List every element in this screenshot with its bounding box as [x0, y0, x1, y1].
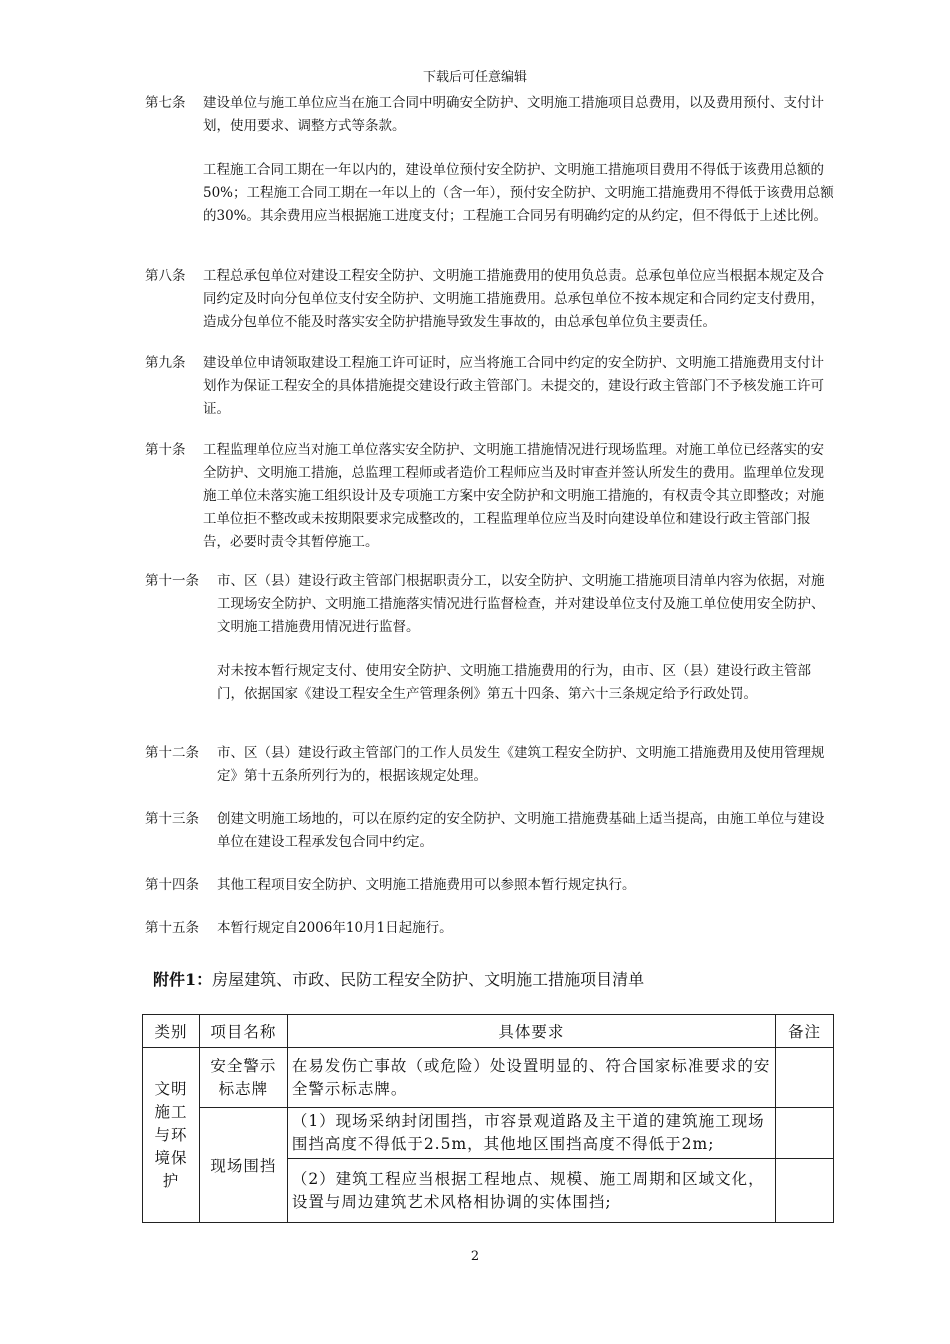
article-15: [145, 917, 835, 940]
article-paragraph: 市、区（县）建设行政主管部门根据职责分工，以安全防护、文明施工措施项目清单内容为依据，对施工现场安全防护、文明施工措施落实情况进行监督检查，并对建设单位支付及施工单位使用安全防护、文明施工措施费用情况进行监督。: [217, 573, 825, 635]
category-cell: 文明施工与环境保护: [143, 1048, 200, 1223]
article-paragraph: 工程总承包单位对建设工程安全防护、文明施工措施费用的使用负总责。总承包单位应当根据本规定及合同约定及时向分包单位支付安全防护、文明施工措施费用。总承包单位不按本规定和合同约定支付费用，造成分包单位不能及时落实安全防护措施导致发生事故的，由总承包单位负主要责任。: [203, 268, 824, 330]
remarks-cell: [776, 1159, 834, 1223]
remarks-cell: [776, 1108, 834, 1159]
item-name-cell: 安全警示标志牌: [199, 1048, 287, 1108]
appendix-heading: [153, 967, 644, 990]
article-paragraph: 对未按本暂行规定支付、使用安全防护、文明施工措施费用的行为，由市、区（县）建设行政主管部门，依据国家《建设工程安全生产管理条例》第五十四条、第六十三条规定给予行政处罚。: [217, 663, 811, 702]
article-number: 第十一条: [145, 573, 199, 589]
article-number: 第十条: [145, 442, 186, 458]
page-header: 下载后可任意编辑: [422, 70, 527, 85]
article-paragraph: 创建文明施工场地的，可以在原约定的安全防护、文明施工措施费基础上适当提高，由施工单位与建设单位在建设工程承发包合同中约定。: [217, 811, 825, 850]
article-number: 第十四条: [145, 877, 199, 893]
article-paragraph: 建设单位申请领取建设工程施工许可证时，应当将施工合同中约定的安全防护、文明施工措施费用支付计划作为保证工程安全的具体措施提交建设行政主管部门。未提交的，建设行政主管部门不予核发施工许可证。: [203, 355, 824, 417]
article-13: [145, 808, 835, 854]
appendix-label: 附件1：: [153, 970, 213, 989]
table-row: [143, 1048, 834, 1108]
requirement-cell: （2）建筑工程应当根据工程地点、规模、施工周期和区域文化，设置与周边建筑艺术风格相协调的实体围挡;: [287, 1159, 775, 1223]
article-number: 第十五条: [145, 920, 199, 936]
article-number: 第十三条: [145, 811, 199, 827]
article-number: 第十二条: [145, 745, 199, 761]
header-category: 类别: [143, 1015, 200, 1048]
article-11: [145, 570, 835, 706]
table-row: [143, 1108, 834, 1159]
item-name-cell: 现场围挡: [199, 1108, 287, 1223]
article-number: 第七条: [145, 95, 186, 111]
article-paragraph: 本暂行规定自2006年10月1日起施行。: [217, 920, 453, 936]
header-requirement: 具体要求: [287, 1015, 775, 1048]
requirement-cell: （1）现场采纳封闭围挡，市容景观道路及主干道的建筑施工现场围挡高度不得低于2.5m，其他地区围挡高度不得低于2m;: [287, 1108, 775, 1159]
article-paragraph: 工程监理单位应当对施工单位落实安全防护、文明施工措施情况进行现场监理。对施工单位已经落实的安全防护、文明施工措施，总监理工程师或者造价工程师应当及时审查并签认所发生的费用。监理单位发现施工单位未落实施工组织设计及专项施工方案中安全防护和文明施工措施的，有权责令其立即整改；对施工单位拒不整改或未按期限要求完成整改的，工程监理单位应当及时向建设单位和建设行政主管部门报告，必要时责令其暂停施工。: [203, 442, 824, 550]
article-10: [145, 439, 835, 554]
table-header-row: [143, 1015, 834, 1048]
article-paragraph: 市、区（县）建设行政主管部门的工作人员发生《建筑工程安全防护、文明施工措施费用及使用管理规定》第十五条所列行为的，根据该规定处理。: [217, 745, 825, 784]
article-7: [145, 92, 835, 228]
header-item-name: 项目名称: [199, 1015, 287, 1048]
page-number: 2: [470, 1249, 480, 1264]
article-14: [145, 874, 835, 897]
article-paragraph: 其他工程项目安全防护、文明施工措施费用可以参照本暂行规定执行。: [217, 877, 636, 893]
article-number: 第八条: [145, 268, 186, 284]
remarks-cell: [776, 1048, 834, 1108]
requirement-cell: 在易发伤亡事故（或危险）处设置明显的、符合国家标准要求的安全警示标志牌。: [287, 1048, 775, 1108]
measures-table: [142, 1014, 834, 1223]
article-number: 第九条: [145, 355, 186, 371]
article-9: [145, 352, 835, 421]
article-paragraph: 工程施工合同工期在一年以内的，建设单位预付安全防护、文明施工措施项目费用不得低于该费用总额的50%；工程施工合同工期在一年以上的（含一年），预付安全防护、文明施工措施费用不得低于该费用总额的30%。其余费用应当根据施工进度支付；工程施工合同另有明确约定的从约定，但不得低于上述比例。: [203, 162, 834, 224]
article-8: [145, 265, 835, 334]
appendix-title: 房屋建筑、市政、民防工程安全防护、文明施工措施项目清单: [212, 970, 645, 989]
header-remarks: 备注: [776, 1015, 834, 1048]
article-12: [145, 742, 835, 788]
article-paragraph: 建设单位与施工单位应当在施工合同中明确安全防护、文明施工措施项目总费用，以及费用预付、支付计划，使用要求、调整方式等条款。: [203, 95, 824, 134]
